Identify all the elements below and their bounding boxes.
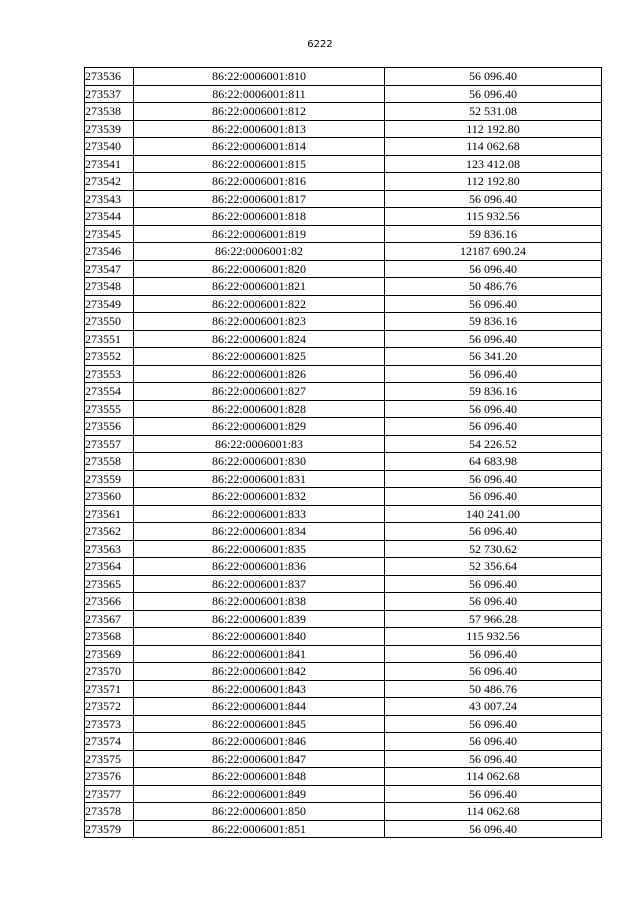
table-row xyxy=(85,435,602,453)
cadastral-number-cell: 86:22:0006001:827 xyxy=(134,383,385,401)
cadastral-value-cell: 64 683.98 xyxy=(385,453,602,471)
row-number-cell: 273538 xyxy=(85,103,134,121)
table-row xyxy=(85,418,602,436)
cadastral-number-cell: 86:22:0006001:842 xyxy=(134,663,385,681)
table-row xyxy=(85,750,602,768)
cadastral-value-cell: 56 096.40 xyxy=(385,68,602,86)
cadastral-number-cell: 86:22:0006001:820 xyxy=(134,260,385,278)
row-number-cell: 273571 xyxy=(85,680,134,698)
row-number-cell: 273572 xyxy=(85,698,134,716)
table-row xyxy=(85,208,602,226)
cadastral-value-cell: 56 096.40 xyxy=(385,785,602,803)
cadastral-value-cell: 56 096.40 xyxy=(385,575,602,593)
table-row xyxy=(85,663,602,681)
cadastral-number-cell: 86:22:0006001:833 xyxy=(134,505,385,523)
row-number-cell: 273558 xyxy=(85,453,134,471)
cadastral-number-cell: 86:22:0006001:822 xyxy=(134,295,385,313)
table-row xyxy=(85,715,602,733)
row-number-cell: 273554 xyxy=(85,383,134,401)
cadastral-number-cell: 86:22:0006001:818 xyxy=(134,208,385,226)
row-number-cell: 273543 xyxy=(85,190,134,208)
table-row xyxy=(85,103,602,121)
cadastral-number-cell: 86:22:0006001:847 xyxy=(134,750,385,768)
cadastral-value-cell: 114 062.68 xyxy=(385,138,602,156)
row-number-cell: 273561 xyxy=(85,505,134,523)
cadastral-number-cell: 86:22:0006001:829 xyxy=(134,418,385,436)
table-row xyxy=(85,260,602,278)
cadastral-value-cell: 115 932.56 xyxy=(385,628,602,646)
cadastral-value-cell: 59 836.16 xyxy=(385,313,602,331)
table-row xyxy=(85,85,602,103)
row-number-cell: 273547 xyxy=(85,260,134,278)
cadastral-number-cell: 86:22:0006001:814 xyxy=(134,138,385,156)
table-row xyxy=(85,383,602,401)
table-row xyxy=(85,138,602,156)
cadastral-number-cell: 86:22:0006001:831 xyxy=(134,470,385,488)
cadastral-number-cell: 86:22:0006001:844 xyxy=(134,698,385,716)
row-number-cell: 273550 xyxy=(85,313,134,331)
table-row xyxy=(85,295,602,313)
table-row xyxy=(85,278,602,296)
row-number-cell: 273573 xyxy=(85,715,134,733)
cadastral-number-cell: 86:22:0006001:815 xyxy=(134,155,385,173)
cadastral-value-cell: 59 836.16 xyxy=(385,383,602,401)
cadastral-number-cell: 86:22:0006001:840 xyxy=(134,628,385,646)
row-number-cell: 273576 xyxy=(85,768,134,786)
table-row xyxy=(85,820,602,838)
row-number-cell: 273579 xyxy=(85,820,134,838)
row-number-cell: 273552 xyxy=(85,348,134,366)
row-number-cell: 273537 xyxy=(85,85,134,103)
row-number-cell: 273566 xyxy=(85,593,134,611)
cadastral-value-cell: 56 096.40 xyxy=(385,418,602,436)
table-row xyxy=(85,628,602,646)
table-row xyxy=(85,225,602,243)
cadastral-value-cell: 56 341.20 xyxy=(385,348,602,366)
row-number-cell: 273540 xyxy=(85,138,134,156)
table-row xyxy=(85,470,602,488)
cadastral-value-cell: 56 096.40 xyxy=(385,733,602,751)
page-number: 6222 xyxy=(307,39,333,50)
cadastral-number-cell: 86:22:0006001:850 xyxy=(134,803,385,821)
table-row xyxy=(85,330,602,348)
table-row xyxy=(85,768,602,786)
cadastral-value-cell: 114 062.68 xyxy=(385,768,602,786)
cadastral-number-cell: 86:22:0006001:832 xyxy=(134,488,385,506)
cadastral-number-cell: 86:22:0006001:821 xyxy=(134,278,385,296)
table-row xyxy=(85,575,602,593)
cadastral-number-cell: 86:22:0006001:838 xyxy=(134,593,385,611)
cadastral-value-cell: 56 096.40 xyxy=(385,645,602,663)
cadastral-value-cell: 56 096.40 xyxy=(385,190,602,208)
row-number-cell: 273549 xyxy=(85,295,134,313)
cadastral-value-cell: 56 096.40 xyxy=(385,400,602,418)
table-row xyxy=(85,645,602,663)
cadastral-number-cell: 86:22:0006001:849 xyxy=(134,785,385,803)
row-number-cell: 273559 xyxy=(85,470,134,488)
table-row xyxy=(85,698,602,716)
row-number-cell: 273548 xyxy=(85,278,134,296)
cadastral-value-cell: 56 096.40 xyxy=(385,750,602,768)
row-number-cell: 273574 xyxy=(85,733,134,751)
cadastral-number-cell: 86:22:0006001:819 xyxy=(134,225,385,243)
cadastral-value-cell: 50 486.76 xyxy=(385,278,602,296)
cadastral-value-cell: 56 096.40 xyxy=(385,820,602,838)
cadastral-number-cell: 86:22:0006001:841 xyxy=(134,645,385,663)
table-row xyxy=(85,120,602,138)
table-row xyxy=(85,190,602,208)
table-row xyxy=(85,155,602,173)
cadastral-number-cell: 86:22:0006001:810 xyxy=(134,68,385,86)
row-number-cell: 273555 xyxy=(85,400,134,418)
cadastral-number-cell: 86:22:0006001:811 xyxy=(134,85,385,103)
table-row xyxy=(85,68,602,86)
cadastral-value-cell: 56 096.40 xyxy=(385,295,602,313)
row-number-cell: 273575 xyxy=(85,750,134,768)
row-number-cell: 273553 xyxy=(85,365,134,383)
table-row xyxy=(85,173,602,191)
cadastral-number-cell: 86:22:0006001:826 xyxy=(134,365,385,383)
row-number-cell: 273568 xyxy=(85,628,134,646)
cadastral-value-cell: 140 241.00 xyxy=(385,505,602,523)
row-number-cell: 273557 xyxy=(85,435,134,453)
cadastral-value-table xyxy=(84,67,602,838)
table-row xyxy=(85,400,602,418)
row-number-cell: 273567 xyxy=(85,610,134,628)
cadastral-value-cell: 57 966.28 xyxy=(385,610,602,628)
row-number-cell: 273551 xyxy=(85,330,134,348)
row-number-cell: 273539 xyxy=(85,120,134,138)
cadastral-number-cell: 86:22:0006001:816 xyxy=(134,173,385,191)
cadastral-number-cell: 86:22:0006001:837 xyxy=(134,575,385,593)
cadastral-value-cell: 56 096.40 xyxy=(385,715,602,733)
cadastral-value-cell: 56 096.40 xyxy=(385,365,602,383)
cadastral-value-cell: 56 096.40 xyxy=(385,488,602,506)
cadastral-number-cell: 86:22:0006001:823 xyxy=(134,313,385,331)
cadastral-value-cell: 56 096.40 xyxy=(385,330,602,348)
row-number-cell: 273542 xyxy=(85,173,134,191)
table-row xyxy=(85,365,602,383)
cadastral-number-cell: 86:22:0006001:834 xyxy=(134,523,385,541)
row-number-cell: 273570 xyxy=(85,663,134,681)
table-row xyxy=(85,680,602,698)
row-number-cell: 273564 xyxy=(85,558,134,576)
cadastral-number-cell: 86:22:0006001:82 xyxy=(134,243,385,261)
cadastral-value-cell: 12187 690.24 xyxy=(385,243,602,261)
cadastral-value-cell: 56 096.40 xyxy=(385,85,602,103)
table-row xyxy=(85,523,602,541)
row-number-cell: 273536 xyxy=(85,68,134,86)
cadastral-value-cell: 43 007.24 xyxy=(385,698,602,716)
row-number-cell: 273544 xyxy=(85,208,134,226)
table-row xyxy=(85,540,602,558)
row-number-cell: 273577 xyxy=(85,785,134,803)
cadastral-value-cell: 123 412.08 xyxy=(385,155,602,173)
table-row xyxy=(85,803,602,821)
cadastral-value-cell: 59 836.16 xyxy=(385,225,602,243)
cadastral-number-cell: 86:22:0006001:825 xyxy=(134,348,385,366)
table-row xyxy=(85,785,602,803)
cadastral-number-cell: 86:22:0006001:817 xyxy=(134,190,385,208)
cadastral-number-cell: 86:22:0006001:846 xyxy=(134,733,385,751)
cadastral-number-cell: 86:22:0006001:835 xyxy=(134,540,385,558)
row-number-cell: 273541 xyxy=(85,155,134,173)
row-number-cell: 273546 xyxy=(85,243,134,261)
cadastral-value-cell: 52 531.08 xyxy=(385,103,602,121)
cadastral-value-cell: 114 062.68 xyxy=(385,803,602,821)
table-row xyxy=(85,313,602,331)
cadastral-value-cell: 54 226.52 xyxy=(385,435,602,453)
row-number-cell: 273578 xyxy=(85,803,134,821)
row-number-cell: 273556 xyxy=(85,418,134,436)
cadastral-value-cell: 112 192.80 xyxy=(385,173,602,191)
table-row xyxy=(85,593,602,611)
cadastral-value-cell: 52 356.64 xyxy=(385,558,602,576)
row-number-cell: 273569 xyxy=(85,645,134,663)
cadastral-value-cell: 56 096.40 xyxy=(385,663,602,681)
cadastral-number-cell: 86:22:0006001:843 xyxy=(134,680,385,698)
cadastral-number-cell: 86:22:0006001:851 xyxy=(134,820,385,838)
cadastral-number-cell: 86:22:0006001:830 xyxy=(134,453,385,471)
row-number-cell: 273560 xyxy=(85,488,134,506)
row-number-cell: 273563 xyxy=(85,540,134,558)
cadastral-value-cell: 56 096.40 xyxy=(385,593,602,611)
table-row xyxy=(85,610,602,628)
row-number-cell: 273565 xyxy=(85,575,134,593)
cadastral-value-cell: 56 096.40 xyxy=(385,523,602,541)
row-number-cell: 273562 xyxy=(85,523,134,541)
cadastral-number-cell: 86:22:0006001:824 xyxy=(134,330,385,348)
table-row xyxy=(85,453,602,471)
table-row xyxy=(85,733,602,751)
cadastral-value-cell: 56 096.40 xyxy=(385,260,602,278)
cadastral-number-cell: 86:22:0006001:848 xyxy=(134,768,385,786)
table-row xyxy=(85,348,602,366)
table-row xyxy=(85,505,602,523)
table-row xyxy=(85,558,602,576)
cadastral-number-cell: 86:22:0006001:828 xyxy=(134,400,385,418)
row-number-cell: 273545 xyxy=(85,225,134,243)
table-row xyxy=(85,243,602,261)
cadastral-value-cell: 56 096.40 xyxy=(385,470,602,488)
cadastral-number-cell: 86:22:0006001:845 xyxy=(134,715,385,733)
cadastral-number-cell: 86:22:0006001:813 xyxy=(134,120,385,138)
cadastral-number-cell: 86:22:0006001:836 xyxy=(134,558,385,576)
cadastral-value-cell: 112 192.80 xyxy=(385,120,602,138)
cadastral-value-cell: 115 932.56 xyxy=(385,208,602,226)
table-row xyxy=(85,488,602,506)
cadastral-number-cell: 86:22:0006001:83 xyxy=(134,435,385,453)
cadastral-number-cell: 86:22:0006001:812 xyxy=(134,103,385,121)
cadastral-value-cell: 50 486.76 xyxy=(385,680,602,698)
cadastral-value-cell: 52 730.62 xyxy=(385,540,602,558)
table-body xyxy=(85,68,602,838)
cadastral-number-cell: 86:22:0006001:839 xyxy=(134,610,385,628)
